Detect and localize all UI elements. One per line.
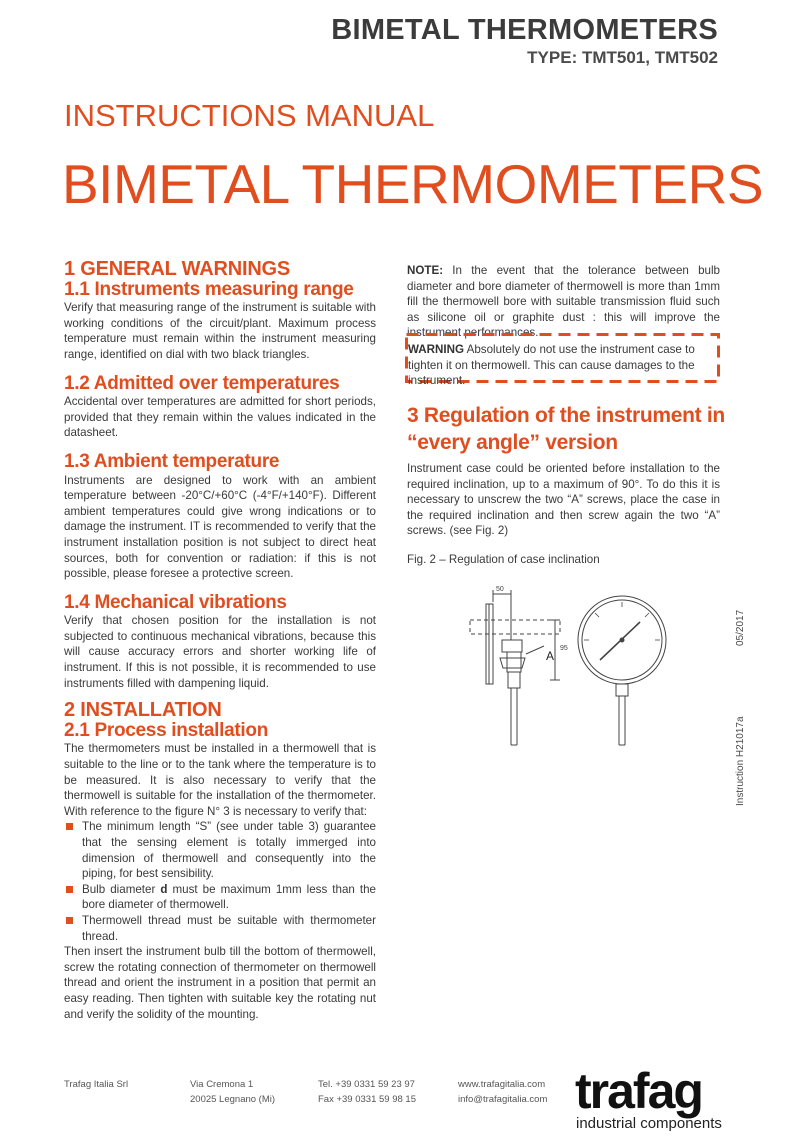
bulb-diameter-symbol: d	[160, 882, 168, 896]
footer-fax: Fax +39 0331 59 98 15	[318, 1094, 416, 1105]
section-1-2-text: Accidental over temperatures are admitted for short periods, provided that they remain within the values indicated in the datasheet.	[64, 395, 376, 440]
section-2-1-after-text: Then insert the instrument bulb till the bottom of thermowell, screw the rotating connection of thermometer on thermowell thread and orient the instrument in a position that permit an easy reading. Then tighten with suitable key the rotating nut and verify the solidity of the mounting.	[64, 945, 376, 1021]
footer-email-link[interactable]: info@trafagitalia.com	[458, 1094, 548, 1105]
figure-2-drawing	[460, 580, 685, 760]
section-3-heading: 3 Regulation of the instrument in “every angle” version	[407, 404, 725, 454]
section-1-3-heading: 1.3 Ambient temperature	[64, 450, 280, 472]
note-label: NOTE:	[407, 264, 444, 277]
section-1-heading: 1 GENERAL WARNINGS	[64, 258, 291, 280]
section-1-3-text: Instruments are designed to work with an ambient temperature between -20°C/+60°C (-4°F/+140°F). Different ambient temperatures could give wrong indications or to damage the instrument. IT is recommended to verify that the instrument installation position is not subject to direct heat sources, both for convention or radiation: if this is not possible, please foresee a protective screen.	[64, 473, 376, 581]
inclined-case-outline	[470, 620, 560, 634]
section-1-4-heading: 1.4 Mechanical vibrations	[64, 591, 287, 613]
side-instruction-code: Instruction H21017a	[735, 716, 746, 806]
section-1-2-heading: 1.2 Admitted over temperatures	[64, 372, 340, 394]
requirements-list	[64, 819, 376, 944]
dimension-50-label: 50	[496, 586, 504, 593]
footer-web-link[interactable]: www.trafagitalia.com	[458, 1079, 546, 1090]
section-2-heading: 2 INSTALLATION	[64, 699, 222, 722]
figure-caption: Fig. 2 – Regulation of case inclination	[407, 552, 600, 566]
dimension-95-label: 95	[560, 645, 568, 652]
footer-address-line1: Via Cremona 1	[190, 1079, 254, 1090]
note-text: In the event that the tolerance between bulb diameter and bore diameter of thermowell is more than 1mm fill the thermowell bore with suitable transmission fluid such as silicone oil or graphite dust : this will improve the instrument performances.	[407, 264, 720, 340]
list-item: Thermowell thread must be suitable with thermometer thread.	[64, 913, 376, 944]
manual-label: INSTRUCTIONS MANUAL	[64, 98, 435, 133]
footer-address-line2: 20025 Legnano (Mi)	[190, 1094, 276, 1105]
footer-contact	[458, 1077, 547, 1107]
note-paragraph	[407, 263, 720, 341]
section-2-1-text: The thermometers must be installed in a thermowell that is suitable to the line or to the tank where the temperature is to be measured. It is also necessary to verify that the thermowell is suitable for the installation of the thermometer. With reference to the figure N° 3 is necessary to verify that:	[64, 742, 376, 818]
warning-box	[405, 333, 720, 388]
trafag-logo: trafag	[575, 1063, 702, 1119]
warning-text: Absolutely do not use the instrument case to tighten it on thermowell. This can cause damages to the instrument.	[408, 343, 695, 388]
header-type: TYPE: TMT501, TMT502	[527, 48, 718, 67]
section-3-body	[407, 461, 720, 568]
left-column	[64, 258, 376, 1022]
section-1-1-text: Verify that measuring range of the instrument is suitable with working conditions of the circuit/plant. Maximum process temperature must remain within the instrument measuring range, identified on dial with two black triangles.	[64, 301, 376, 361]
screw-a-label: A	[546, 649, 555, 663]
footer-tel: Tel. +39 0331 59 23 97	[318, 1079, 415, 1090]
list-item: Bulb diameter d must be maximum 1mm less than the bore diameter of thermowell.	[64, 882, 376, 913]
trafag-logo-tagline: industrial components	[576, 1115, 722, 1132]
section-1-4-text: Verify that chosen position for the installation is not subjected to continuous mechanical vibrations, because this will cause accuracy errors and shorter working life of instrument. If this is not possible, it is recommended to use instruments filled with dampening liquid.	[64, 614, 376, 690]
footer-phone	[318, 1077, 416, 1107]
main-title: BIMETAL THERMOMETERS	[62, 153, 763, 215]
header-title: BIMETAL THERMOMETERS	[331, 14, 718, 46]
footer-company: Trafag Italia Srl	[64, 1079, 129, 1090]
section-1-1-heading: 1.1 Instruments measuring range	[64, 278, 354, 300]
section-2-1-heading: 2.1 Process installation	[64, 719, 268, 741]
dial-pointer	[600, 622, 640, 660]
footer-address	[190, 1077, 275, 1107]
list-item: The minimum length “S” (see under table 3) guarantee that the sensing element is totally immerged into dimension of thermowell and consequently into the piping, for best sensibility.	[64, 819, 376, 881]
section-3-text: Instrument case could be oriented before installation to the required inclination, up to a maximum of 90°. To do this it is necessary to unscrew the two “A” screws, place the case in the required inclination and then screw again the two “A” screws. (see Fig. 2)	[407, 462, 720, 538]
side-date: 05/2017	[735, 609, 746, 646]
warning-label: WARNING	[408, 343, 465, 356]
